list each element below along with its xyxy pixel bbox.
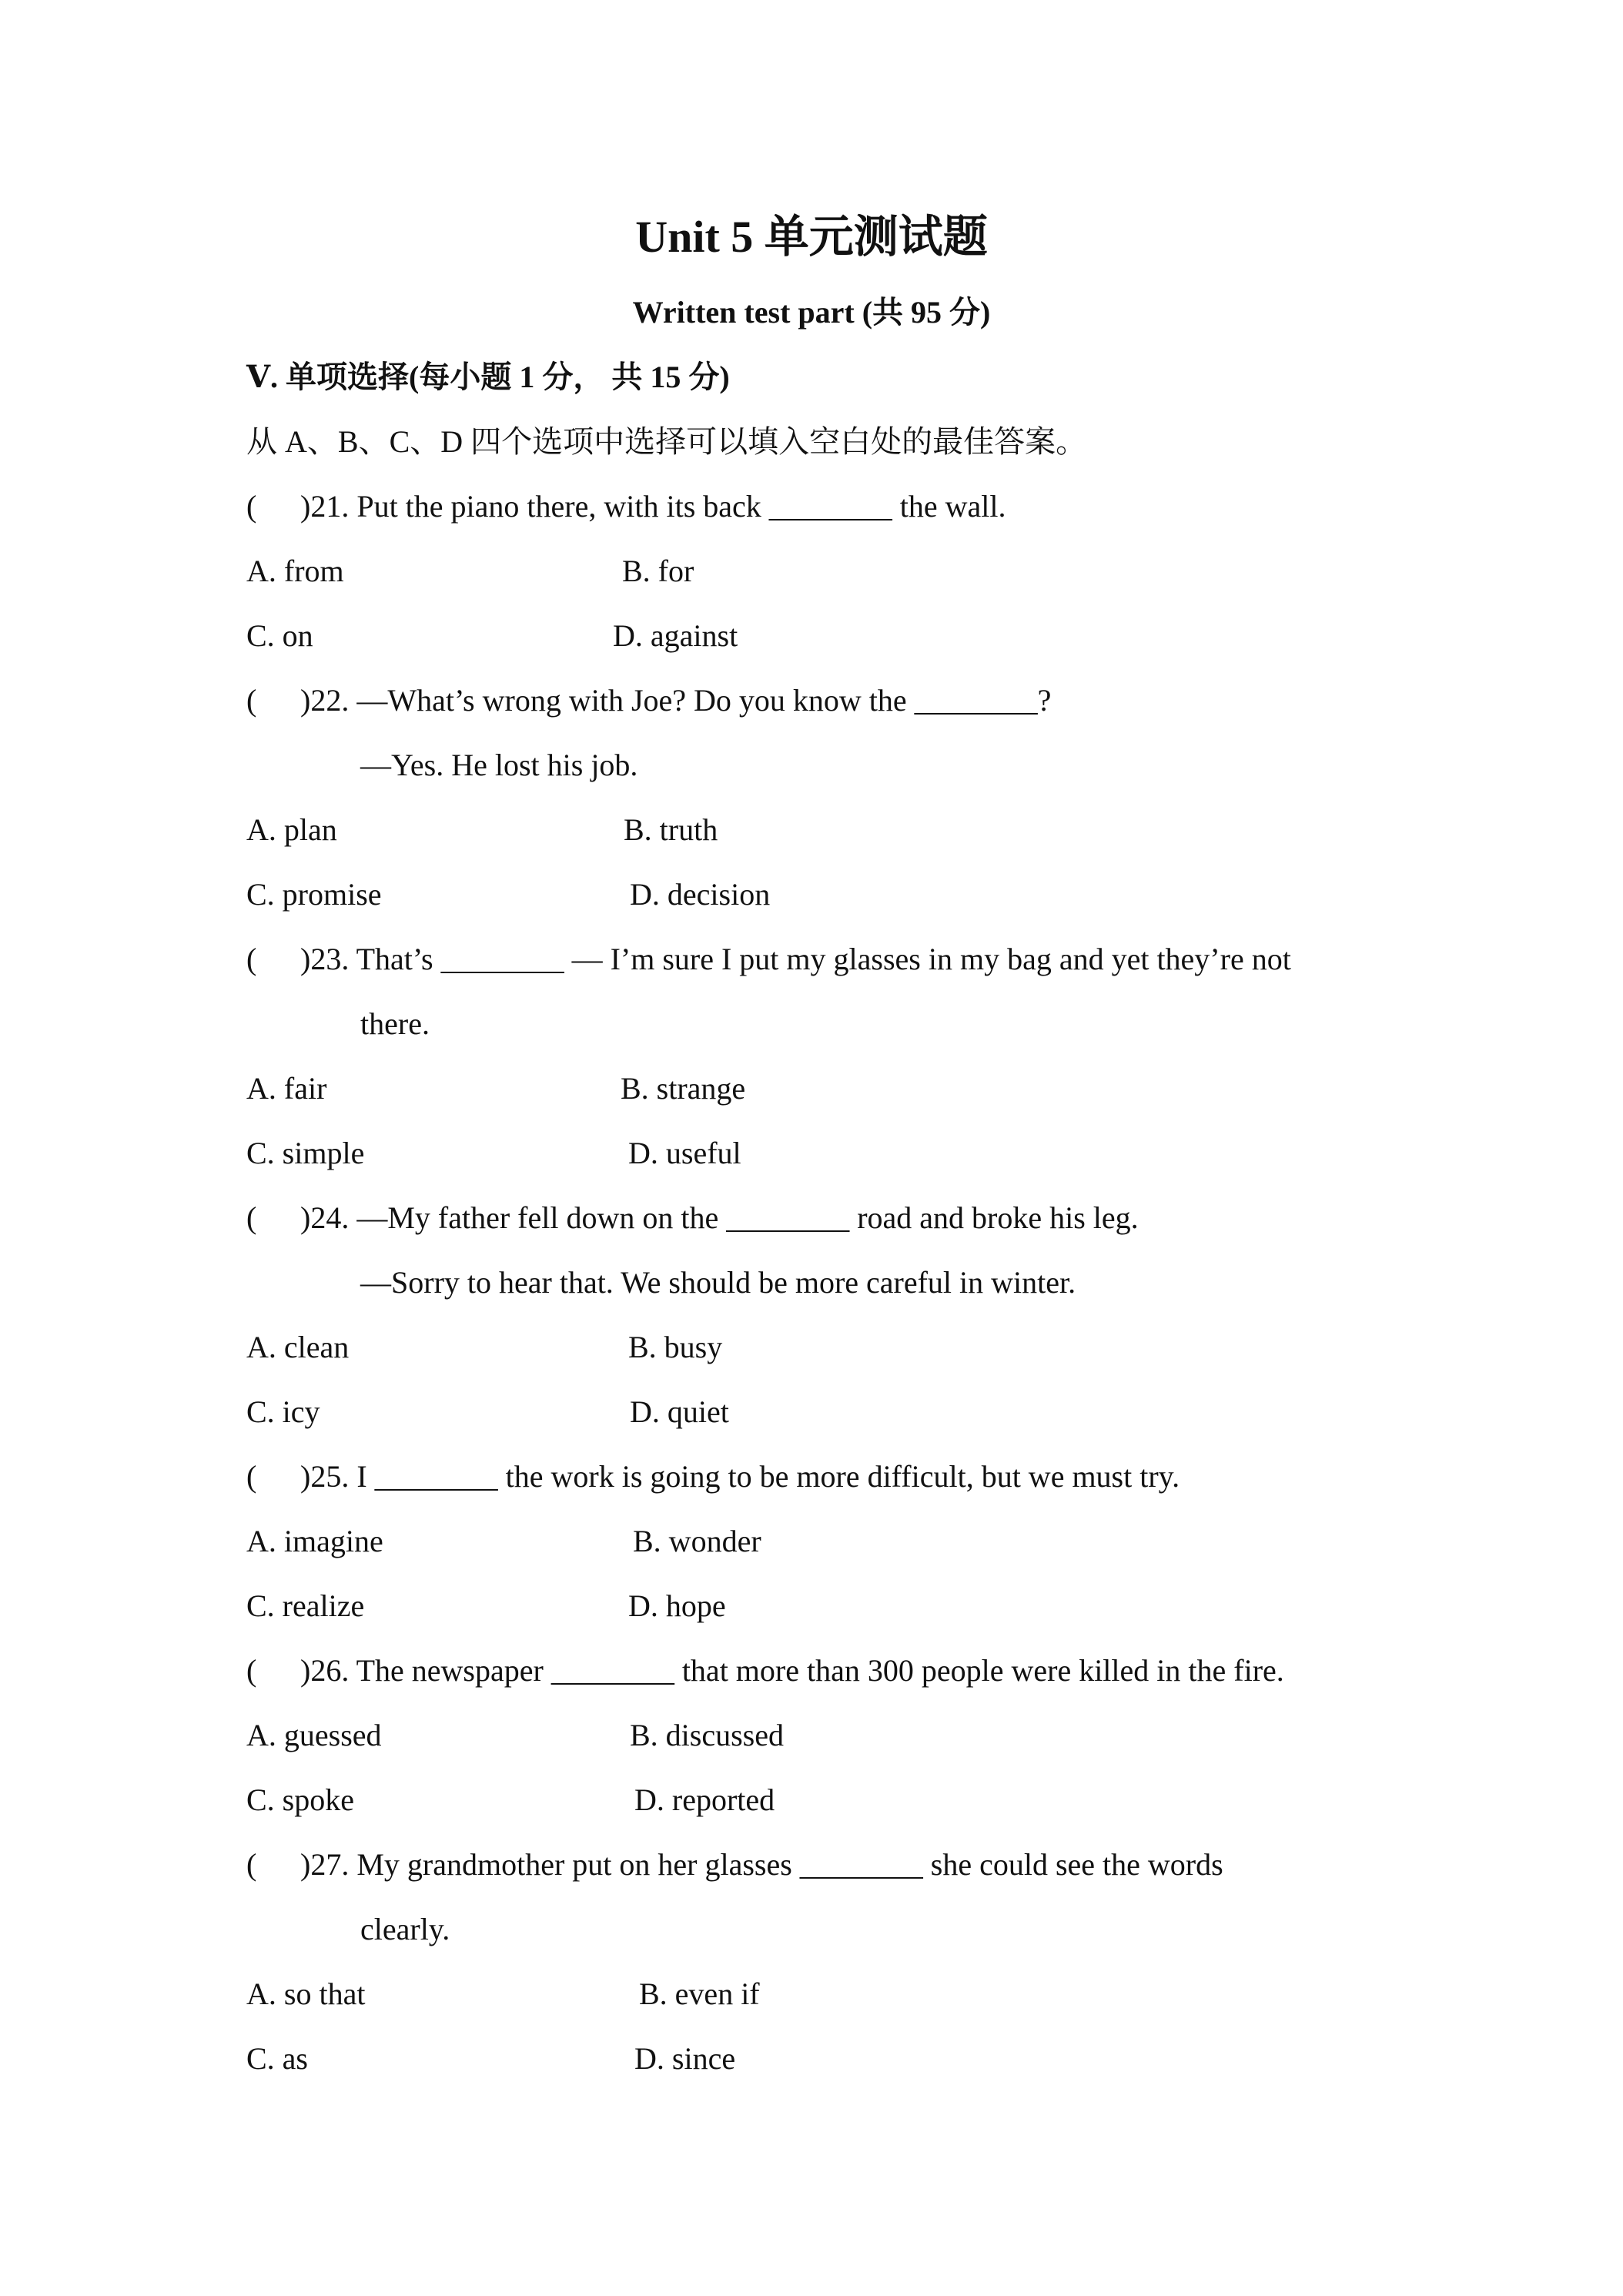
option-b: B. wonder	[633, 1524, 761, 1558]
answer-paren: (	[246, 1847, 257, 1882]
question-stem-continuation: —Yes. He lost his job.	[360, 748, 638, 782]
option-d: D. quiet	[630, 1394, 729, 1429]
question-stem: )23. That’s ________ — I’m sure I put my glasses in my bag and yet they’re not	[300, 942, 1291, 976]
question-stem: )25. I ________ the work is going to be more difficult, but we must try.	[300, 1459, 1180, 1494]
answer-paren: (	[246, 942, 257, 976]
option-b: B. strange	[621, 1071, 746, 1106]
answer-paren: (	[246, 489, 257, 524]
question-stem: )26. The newspaper ________ that more than 300 people were killed in the fire.	[300, 1653, 1284, 1688]
option-a: A. so that	[246, 1976, 366, 2011]
option-d: D. reported	[634, 1782, 775, 1817]
answer-paren: (	[246, 1200, 257, 1235]
section-instruction: 从 A、B、C、D 四个选项中选择可以填入空白处的最佳答案。	[246, 424, 1087, 459]
option-a: A. from	[246, 554, 344, 588]
option-a: A. clean	[246, 1330, 350, 1364]
option-c: C. icy	[246, 1394, 320, 1429]
option-d: D. hope	[628, 1588, 726, 1623]
option-c: C. as	[246, 2041, 308, 2076]
option-c: C. simple	[246, 1136, 365, 1170]
option-a: A. plan	[246, 812, 337, 847]
question-stem-continuation: —Sorry to hear that. We should be more careful in winter.	[360, 1265, 1076, 1300]
question-stem-continuation: there.	[360, 1006, 430, 1041]
question-stem: )24. —My father fell down on the ________ road and broke his leg.	[300, 1200, 1139, 1235]
section-heading: Ⅴ. 单项选择(每小题 1 分， 共 15 分)	[246, 360, 730, 394]
option-b: B. for	[622, 554, 694, 588]
answer-paren: (	[246, 683, 257, 718]
option-c: C. on	[246, 618, 313, 653]
option-a: A. fair	[246, 1071, 327, 1106]
option-a: A. guessed	[246, 1718, 382, 1752]
question-stem-continuation: clearly.	[360, 1912, 450, 1946]
answer-paren: (	[246, 1459, 257, 1494]
option-b: B. busy	[628, 1330, 723, 1364]
question-stem: )21. Put the piano there, with its back ________ the wall.	[300, 489, 1006, 524]
option-c: C. realize	[246, 1588, 365, 1623]
option-b: B. even if	[639, 1976, 760, 2011]
option-b: B. truth	[624, 812, 718, 847]
option-b: B. discussed	[630, 1718, 784, 1752]
option-d: D. decision	[630, 877, 771, 912]
option-d: D. against	[613, 618, 738, 653]
answer-paren: (	[246, 1653, 257, 1688]
option-a: A. imagine	[246, 1524, 383, 1558]
option-d: D. useful	[628, 1136, 741, 1170]
page-subtitle: Written test part (共 95 分)	[632, 295, 991, 330]
question-stem: )27. My grandmother put on her glasses ________ she could see the words	[300, 1847, 1223, 1882]
page-title: Unit 5 单元测试题	[635, 212, 988, 262]
option-c: C. promise	[246, 877, 382, 912]
question-stem: )22. —What’s wrong with Joe? Do you know the ________?	[300, 683, 1052, 718]
option-d: D. since	[634, 2041, 736, 2076]
option-c: C. spoke	[246, 1782, 354, 1817]
